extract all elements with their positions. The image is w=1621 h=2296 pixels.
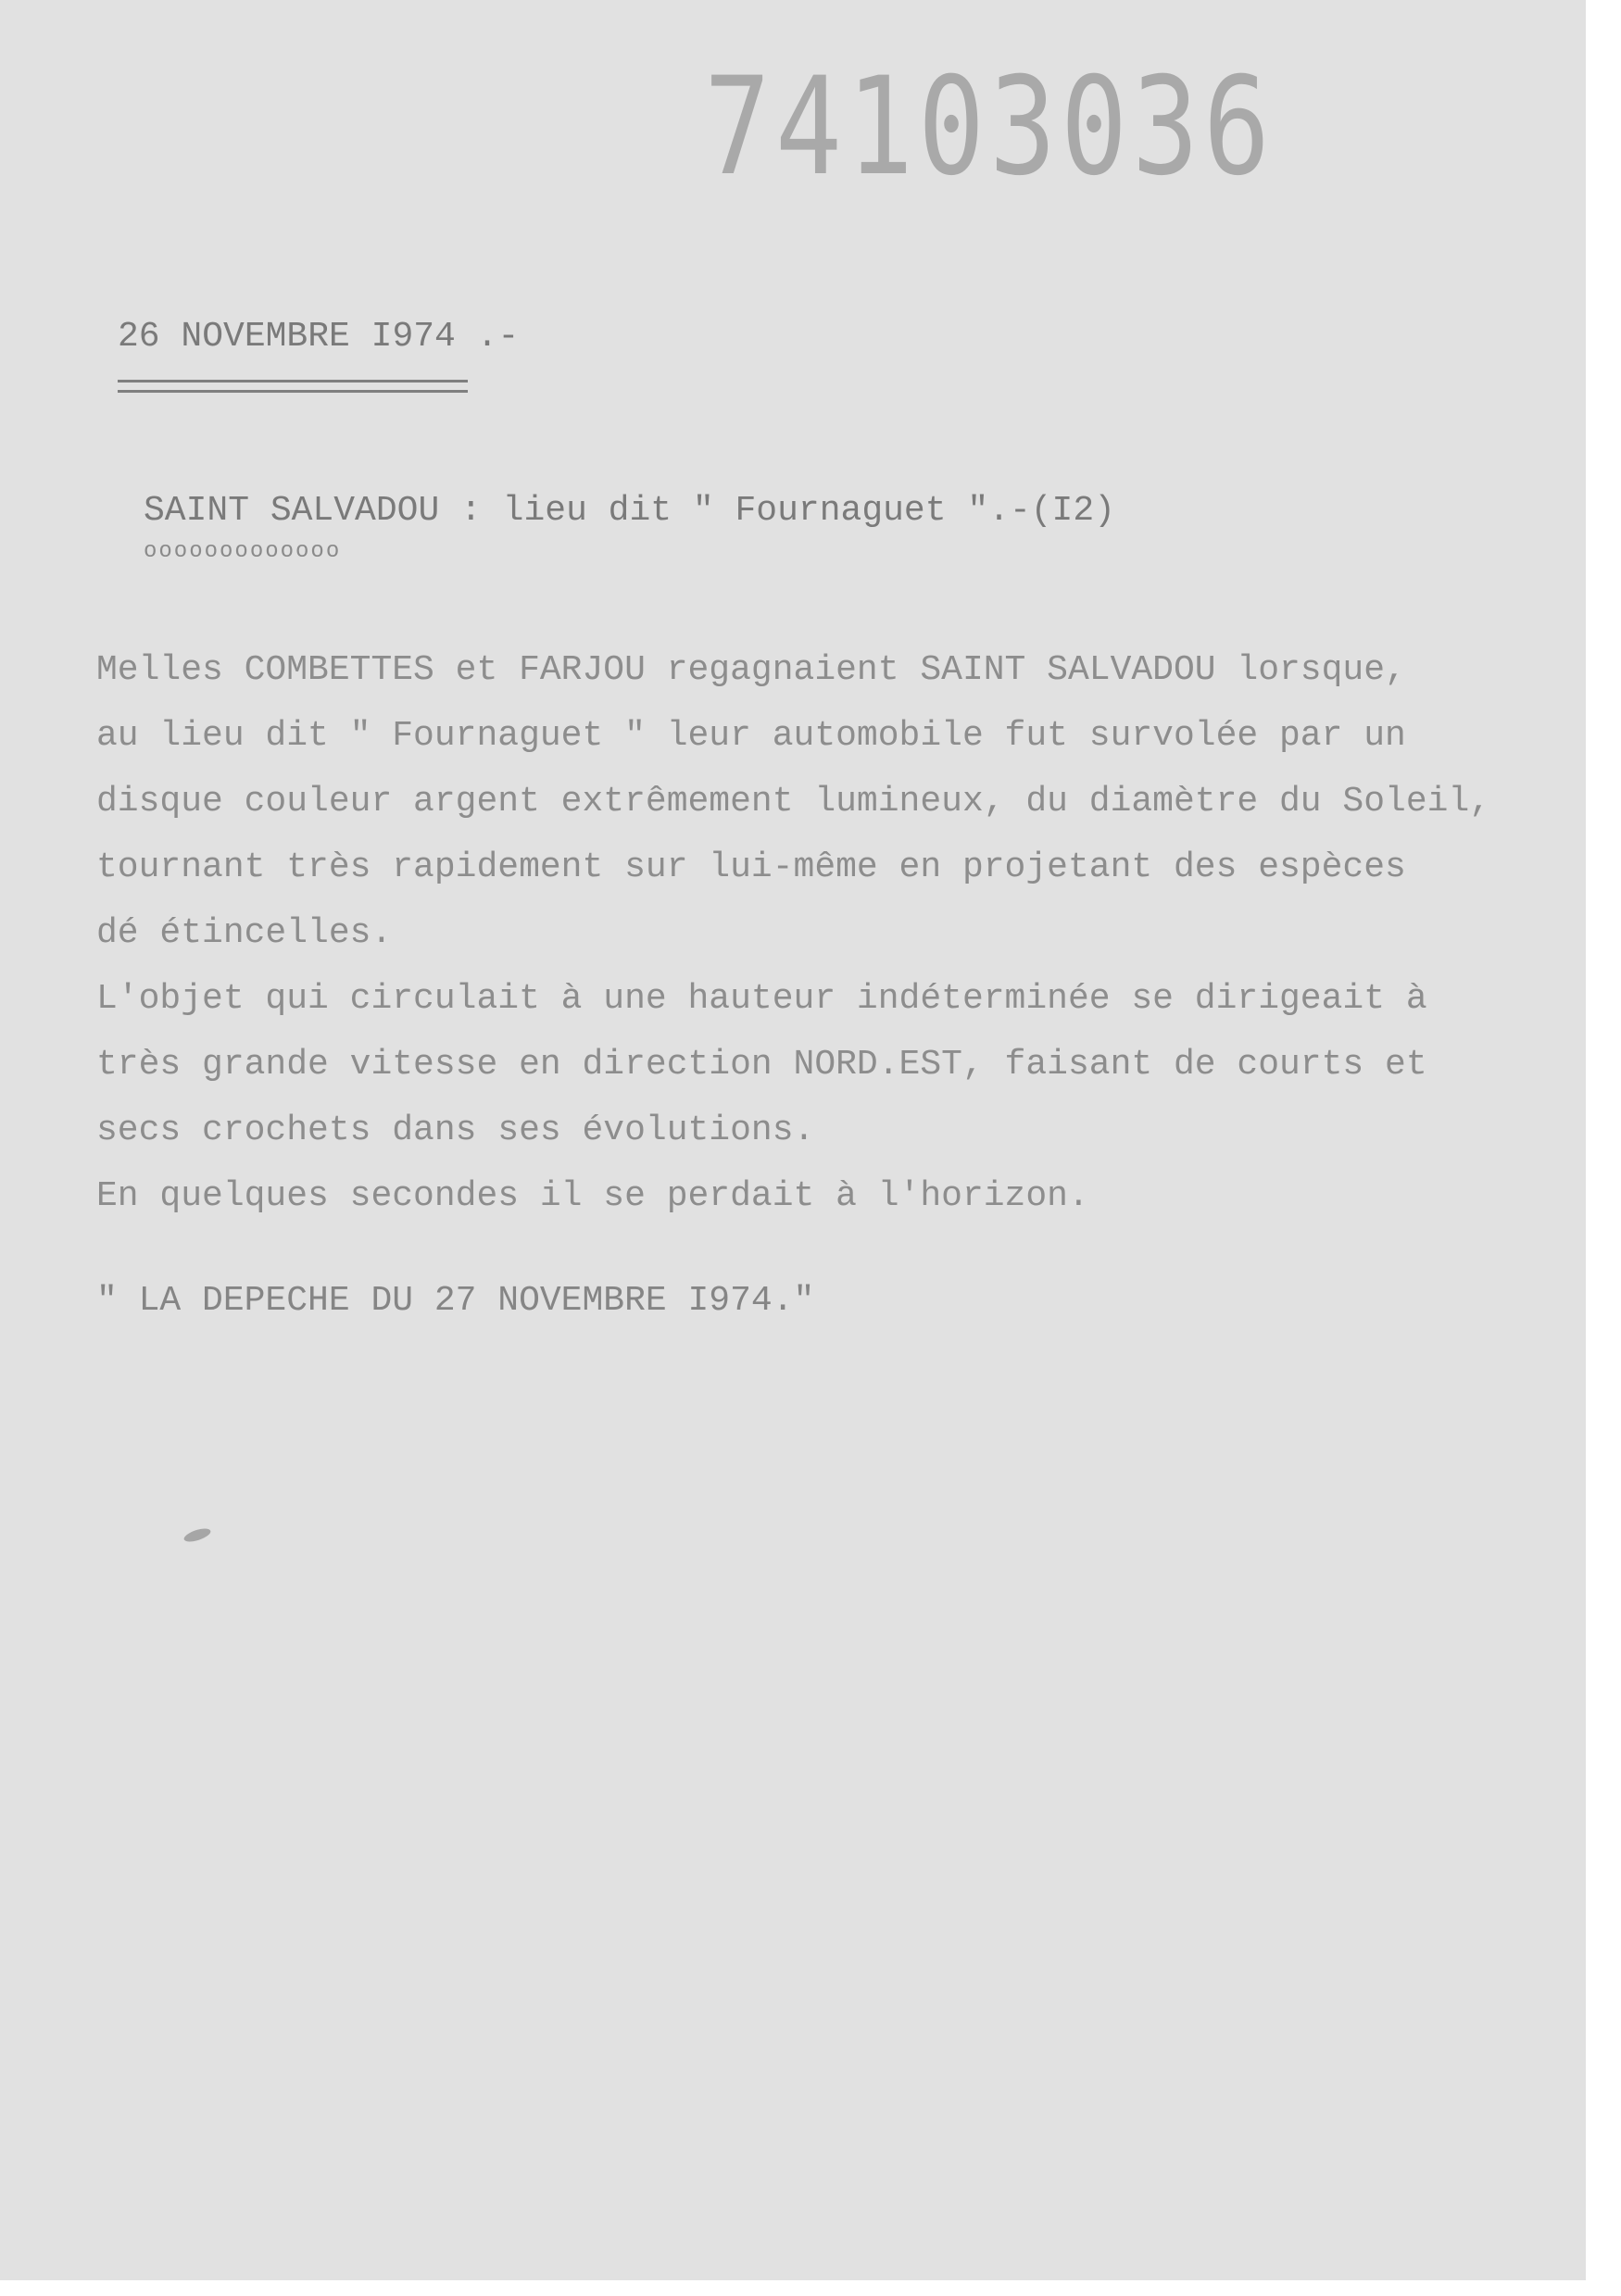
newspaper-source-line: " LA DEPECHE DU 27 NOVEMBRE I974." — [96, 1281, 815, 1321]
body-line: Melles COMBETTES et FARJOU regagnaient SAINT SALVADOU lorsque, — [96, 650, 1406, 690]
body-line: au lieu dit " Fournaguet " leur automobile fut survolée par un — [96, 716, 1406, 756]
body-line: disque couleur argent extrêmement lumineux, du diamètre du Soleil, — [96, 782, 1491, 822]
date-line: 26 NOVEMBRE I974 .- — [118, 317, 520, 357]
date-double-underline — [118, 380, 468, 393]
scan-margin-bottom — [0, 2280, 1621, 2296]
reference-number-stamp: 74103036 — [704, 48, 1275, 206]
body-line: très grande vitesse en direction NORD.EST, faisant de courts et — [96, 1045, 1427, 1085]
body-line: tournant très rapidement sur lui-même en projetant des espèces — [96, 847, 1406, 887]
body-line: En quelques secondes il se perdait à l'horizon. — [96, 1176, 1089, 1216]
scan-margin-right — [1586, 0, 1621, 2296]
heading-underline: ooooooooooooo — [144, 539, 342, 564]
body-line: secs crochets dans ses évolutions. — [96, 1110, 815, 1150]
body-line: dé étincelles. — [96, 913, 393, 953]
location-heading: SAINT SALVADOU : lieu dit " Fournaguet ".-(I2) — [144, 491, 1115, 531]
ink-smudge — [182, 1526, 212, 1545]
body-line: L'objet qui circulait à une hauteur indéterminée se dirigeait à — [96, 979, 1427, 1019]
